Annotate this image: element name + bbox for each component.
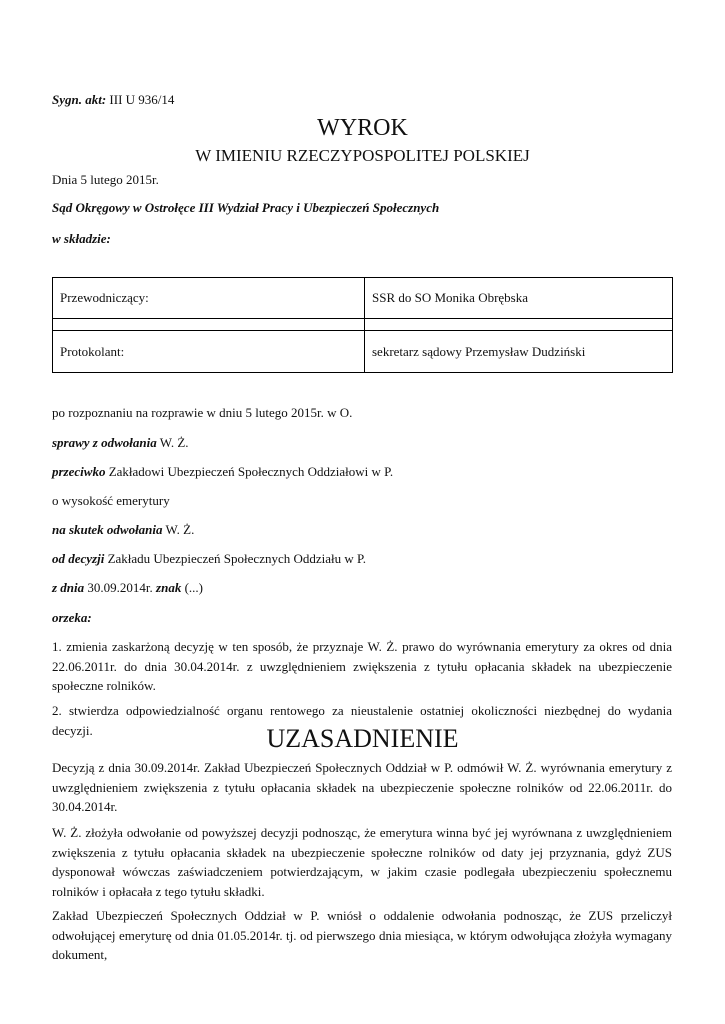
result-label: na skutek odwołania: [52, 522, 163, 537]
panel-person: sekretarz sądowy Przemysław Dudziński: [365, 331, 673, 373]
sign-label: znak: [156, 580, 182, 595]
table-row: [53, 331, 673, 373]
ruling-2: 2. stwierdza odpowiedzialność organu rentowego za nieustalenie ostatniej okoliczności niezbędnej do wydania decyzji.: [52, 703, 672, 738]
court-name: Sąd Okręgowy w Ostrołęce III Wydział Pracy i Ubezpieczeń Społecznych: [52, 200, 440, 215]
justification-title: UZASADNIENIE: [266, 724, 459, 753]
justification-paragraph: W. Ż. złożyła odwołanie od powyższej decyzji podnosząc, że emerytura winna być jej wyrównana z uwzględnieniem zwiększenia z tytułu opłacania składek na ubezpieczenie społeczne rolników od daty jej przyznania, gdyż ZUS dysponował wówczas zaświadczeniem potwierdzającym, w jakim czasie podlegała ubezpieczeniu społecznemu rolników i opłacała z tego tytułu składki.: [52, 825, 672, 899]
appeal-label: sprawy z odwołania: [52, 435, 157, 450]
sign-value: (...): [184, 580, 203, 595]
judgment-title: WYROK: [317, 115, 408, 141]
table-row: [53, 319, 673, 331]
judgment-subtitle: W IMIENIU RZECZYPOSPOLITEJ POLSKIEJ: [195, 146, 530, 165]
against-line: [52, 464, 393, 480]
decision-value: Zakładu Ubezpieczeń Społecznych Oddziału w P.: [107, 551, 367, 566]
judgment-date: Dnia 5 lutego 2015r.: [52, 172, 159, 187]
hearing-line: po rozpoznaniu na rozprawie w dniu 5 lutego 2015r. w O.: [52, 405, 353, 420]
subject-line: o wysokość emerytury: [52, 493, 170, 508]
panel-person: SSR do SO Monika Obrębska: [365, 278, 673, 319]
appeal-value: W. Ż.: [159, 435, 189, 450]
result-line: [52, 522, 194, 538]
against-label: przeciwko: [52, 464, 106, 479]
court-panel-table: [52, 277, 673, 373]
against-value: Zakładowi Ubezpieczeń Społecznych Oddziałowi w P.: [108, 464, 394, 479]
signature-label: Sygn. akt:: [52, 92, 107, 107]
justification-paragraph: Decyzją z dnia 30.09.2014r. Zakład Ubezpieczeń Społecznych Oddział w P. odmówił W. Ż. wyrównania emerytury z uwzględnieniem zwiększenia z tytułu opłacania składek na ubezpieczenie społeczne rolników od 22.06.2011r. do 30.04.2014r.: [52, 760, 672, 814]
result-value: W. Ż.: [165, 522, 195, 537]
table-row: [53, 278, 673, 319]
decision-label: od decyzji: [52, 551, 105, 566]
decision-date-line: [52, 580, 203, 596]
panel-person: [365, 319, 673, 331]
ruling-1: 1. zmienia zaskarżoną decyzję w ten sposób, że przyznaje W. Ż. prawo do wyrównania emerytury za okres od dnia 22.06.2011r. do dnia 30.04.2014r. z uwzględnieniem zwiększenia z tytułu opłacania składek na ubezpieczenie społeczne rolników.: [52, 639, 672, 693]
panel-role: [53, 319, 365, 331]
rules-label: orzeka:: [52, 610, 92, 625]
panel-role: Protokolant:: [53, 331, 365, 373]
signature-value: III U 936/14: [109, 92, 175, 107]
appeal-line: [52, 435, 189, 451]
decision-line: [52, 551, 366, 567]
date-label: z dnia: [52, 580, 85, 595]
case-signature: [52, 92, 174, 108]
justification-paragraph: Zakład Ubezpieczeń Społecznych Oddział w P. wniósł o oddalenie odwołania podnosząc, że ZUS przeliczył odwołującej emeryturę od dnia 01.05.2014r. tj. od pierwszego dnia miesiąca, w którym odwołująca złożyła wymagany dokument,: [52, 908, 672, 962]
date-value: 30.09.2014r.: [87, 580, 153, 595]
composition-label: w składzie:: [52, 231, 111, 246]
panel-role: Przewodniczący:: [53, 278, 365, 319]
